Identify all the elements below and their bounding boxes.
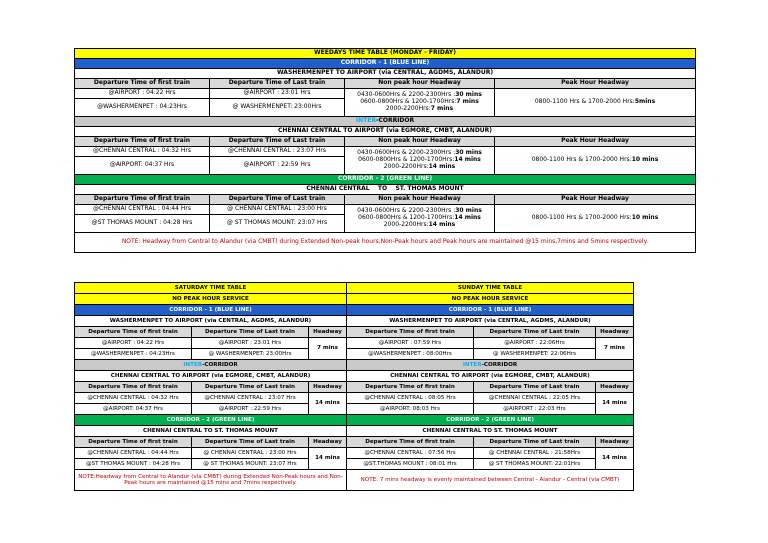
first-train-cell: @WASHERMENPET : 08:00Hrs [347,349,474,360]
col-first-train: Departure Time of first train [347,327,474,338]
saturday-route1: WASHERMENPET TO AIRPORT (via CENTRAL, AGDMS, ALANDUR) [75,316,347,327]
headway-cell: 14 mins [596,448,634,470]
first-train-cell: @AIRPORT: 04:37 Hrs [75,404,192,415]
last-train-cell: @CHENNAI CENTRAL : 23:07 Hrs [210,147,345,157]
weekday-column-headers [75,137,696,147]
first-train-cell: @CHENNAI CENTRAL : 04:32 Hrs [75,147,210,157]
sunday-note: NOTE: 7 mins headway is evenly maintained between Central - Alandur - Central (via CMBT) [347,470,634,491]
saturday-route2: CHENNAI CENTRAL TO ST. THOMAS MOUNT [75,426,347,437]
first-train-cell: @WASHERMENPET : 04:23Hrs [75,99,210,117]
first-train-cell: @AIRPORT: 04:37 Hrs [75,157,210,175]
first-train-cell: @CHENNAI CENTRAL : 07:56 Hrs [347,448,474,459]
last-train-cell: @AIRPORT : 22:59 Hrs [192,404,309,415]
last-train-cell: @ CHENNAI CENTRAL : 23:00 Hrs [192,448,309,459]
last-train-cell: @AIRPORT : 22:59 Hrs [210,157,345,175]
first-train-cell: @CHENNAI CENTRAL : 04:44 Hrs [75,448,192,459]
first-train-cell: @ST.THOMAS MOUNT : 08:01 Hrs [347,459,474,470]
sunday-column-headers [347,382,634,393]
sunday-route1: WASHERMENPET TO AIRPORT (via CENTRAL, AGDMS, ALANDUR) [347,316,634,327]
last-train-cell: @ CHENNAI CENTRAL : 21:58Hrs [474,448,596,459]
saturday-title: SATURDAY TIME TABLE [75,283,347,294]
sunday-timetable [346,282,634,491]
weekday-inter-corridor-header: INTER-CORRIDOR [75,117,696,127]
first-train-cell: @AIRPORT : 04:22 Hrs [75,89,210,99]
last-train-cell: @ CHENNAI CENTRAL : 23:00 Hrs [210,205,345,215]
sunday-title: SUNDAY TIME TABLE [347,283,634,294]
col-last-train: Departure Time of Last train [210,137,345,147]
saturday-corridor2-header: CORRIDOR - 2 (GREEN LINE) [75,415,347,426]
col-headway: Headway [596,382,634,393]
col-nonpeak: Non peak hour Headway [345,79,495,89]
col-first-train: Departure Time of first train [75,79,210,89]
first-train-cell: @AIRPORT : 07:59 Hrs [347,338,474,349]
nonpeak-cell: 0430-0600Hrs & 2200-2300Hrs :30 mins 0600-0800Hrs & 1200-1700Hrs:14 mins 2000-2200Hrs:14 mins [345,147,495,175]
col-first-train: Departure Time of first train [347,437,474,448]
table-row [347,349,634,360]
last-train-cell: @ ST THOMAS MOUNT: 22:01Hrs [474,459,596,470]
headway-cell: 14 mins [309,393,347,415]
col-first-train: Departure Time of first train [75,195,210,205]
col-last-train: Departure Time of Last train [474,437,596,448]
weekday-column-headers [75,79,696,89]
saturday-timetable [74,282,347,491]
col-last-train: Departure Time of Last train [474,327,596,338]
weekday-route-inter: CHENNAI CENTRAL TO AIRPORT (via EGMORE, CMBT, ALANDUR) [75,127,696,137]
headway-cell: 14 mins [309,448,347,470]
col-nonpeak: Non peak hour Headway [345,137,495,147]
last-train-cell: @ ST THOMAS MOUNT: 23:07 Hrs [192,459,309,470]
sunday-route-inter: CHENNAI CENTRAL TO AIRPORT (via EGMORE, CMBT, ALANDUR) [347,371,634,382]
weekday-route2: CHENNAI CENTRAL TO ST. THOMAS MOUNT [75,185,696,195]
last-train-cell: @ WASHERMENPET: 23:00Hrs [192,349,309,360]
table-row [347,393,634,404]
saturday-note: NOTE:Headway from Central to Alandur (via CMBT) during Extended Non-Peak hours and Non-Peak hours are maintained @15 mins and 7mins respectively. [75,470,347,491]
last-train-cell: @AIRPORT : 22:06Hrs [474,338,596,349]
col-peak: Peak Hour Headway [495,137,696,147]
weekday-route1: WASHERMENPET TO AIRPORT (via CENTRAL, AGDMS, ALANDUR) [75,69,696,79]
col-last-train: Departure Time of Last train [192,437,309,448]
saturday-subtitle: NO PEAK HOUR SERVICE [75,294,347,305]
first-train-cell: @ST THOMAS MOUNT : 04:28 Hrs [75,215,210,233]
table-row [75,205,696,215]
headway-cell: 7 mins [309,338,347,360]
headway-cell: 14 mins [596,393,634,415]
last-train-cell: @AIRPORT : 22:03 Hrs [474,404,596,415]
peak-cell: 0800-1100 Hrs & 1700-2000 Hrs:10 mins [495,205,696,233]
weekday-corridor2-header: CORRIDOR - 2 (GREEN LINE) [75,175,696,185]
sunday-inter-corridor-header: INTER-CORRIDOR [347,360,634,371]
saturday-corridor1-header: CORRIDOR - 1 (BLUE LINE) [75,305,347,316]
table-row [75,147,696,157]
weekday-column-headers [75,195,696,205]
table-row [75,89,696,99]
table-row [75,459,347,470]
first-train-cell: @CHENNAI CENTRAL : 08:05 Hrs [347,393,474,404]
first-train-cell: @AIRPORT: 08:03 Hrs [347,404,474,415]
table-row [75,404,347,415]
first-train-cell: @ST THOMAS MOUNT : 04:28 Hrs [75,459,192,470]
last-train-cell: @AIRPORT : 23:01 Hrs [210,89,345,99]
nonpeak-cell: 0430-0600Hrs & 2200-2300Hrs :30 mins 0600-0800Hrs & 1200-1700Hrs:7 mins 2000-2200Hrs:7 mins [345,89,495,117]
saturday-column-headers [75,382,347,393]
col-first-train: Departure Time of first train [75,437,192,448]
col-headway: Headway [596,437,634,448]
last-train-cell: @ WASHERMENPET: 22:06Hrs [474,349,596,360]
table-row [347,338,634,349]
last-train-cell: @ WASHERMENPET: 23:00Hrs [210,99,345,117]
weekday-timetable [74,48,696,253]
col-headway: Headway [309,327,347,338]
saturday-inter-corridor-header: INTER-CORRIDOR [75,360,347,371]
col-last-train: Departure Time of Last train [474,382,596,393]
sunday-column-headers [347,437,634,448]
sunday-corridor2-header: CORRIDOR - 2 (GREEN LINE) [347,415,634,426]
table-row [347,448,634,459]
headway-cell: 7 mins [596,338,634,360]
sunday-subtitle: NO PEAK HOUR SERVICE [347,294,634,305]
table-row [347,459,634,470]
weekday-title: WEEDAYS TIME TABLE (MONDAY - FRIDAY) [75,49,696,59]
col-first-train: Departure Time of first train [75,382,192,393]
col-last-train: Departure Time of Last train [210,79,345,89]
saturday-route-inter: CHENNAI CENTRAL TO AIRPORT (via EGMORE, CMBT, ALANDUR) [75,371,347,382]
table-row [75,448,347,459]
saturday-column-headers [75,437,347,448]
col-nonpeak: Non peak hour Headway [345,195,495,205]
last-train-cell: @CHENNAI CENTRAL : 22:05 Hrs [474,393,596,404]
sunday-column-headers [347,327,634,338]
peak-cell: 0800-1100 Hrs & 1700-2000 Hrs:10 mins [495,147,696,175]
sunday-corridor1-header: CORRIDOR - 1 (BLUE LINE) [347,305,634,316]
nonpeak-cell: 0430-0600Hrs & 2200-2300Hrs :30 mins 0600-0800Hrs & 1200-1700Hrs:14 mins 2000-2200Hrs:14 mins [345,205,495,233]
weekday-corridor1-header: CORRIDOR - 1 (BLUE LINE) [75,59,696,69]
first-train-cell: @WASHERMENPET : 04:23Hrs [75,349,192,360]
col-last-train: Departure Time of Last train [210,195,345,205]
weekday-note: NOTE: Headway from Central to Alandur (via CMBT) during Extended Non-peak hours,Non-Peak hours and Peak hours are maintained @15 mins,7mins and 5mins respectively. [75,233,696,253]
col-headway: Headway [309,382,347,393]
last-train-cell: @CHENNAI CENTRAL : 23:07 Hrs [192,393,309,404]
sunday-route2: CHENNAI CENTRAL TO ST. THOMAS MOUNT [347,426,634,437]
peak-cell: 0800-1100 Hrs & 1700-2000 Hrs:5mins [495,89,696,117]
col-last-train: Departure Time of Last train [192,382,309,393]
first-train-cell: @AIRPORT : 04:22 Hrs [75,338,192,349]
col-peak: Peak Hour Headway [495,195,696,205]
col-first-train: Departure Time of first train [75,327,192,338]
table-row [75,338,347,349]
table-row [75,349,347,360]
col-first-train: Departure Time of first train [347,382,474,393]
table-row [347,404,634,415]
col-headway: Headway [596,327,634,338]
saturday-column-headers [75,327,347,338]
col-last-train: Departure Time of Last train [192,327,309,338]
col-headway: Headway [309,437,347,448]
last-train-cell: @AIRPORT : 23:01 Hrs [192,338,309,349]
table-row [75,393,347,404]
first-train-cell: @CHENNAI CENTRAL : 04:32 Hrs [75,393,192,404]
col-peak: Peak Hour Headway [495,79,696,89]
first-train-cell: @CHENNAI CENTRAL : 04:44 Hrs [75,205,210,215]
last-train-cell: @ ST THOMAS MOUNT: 23:07 Hrs [210,215,345,233]
col-first-train: Departure Time of first train [75,137,210,147]
